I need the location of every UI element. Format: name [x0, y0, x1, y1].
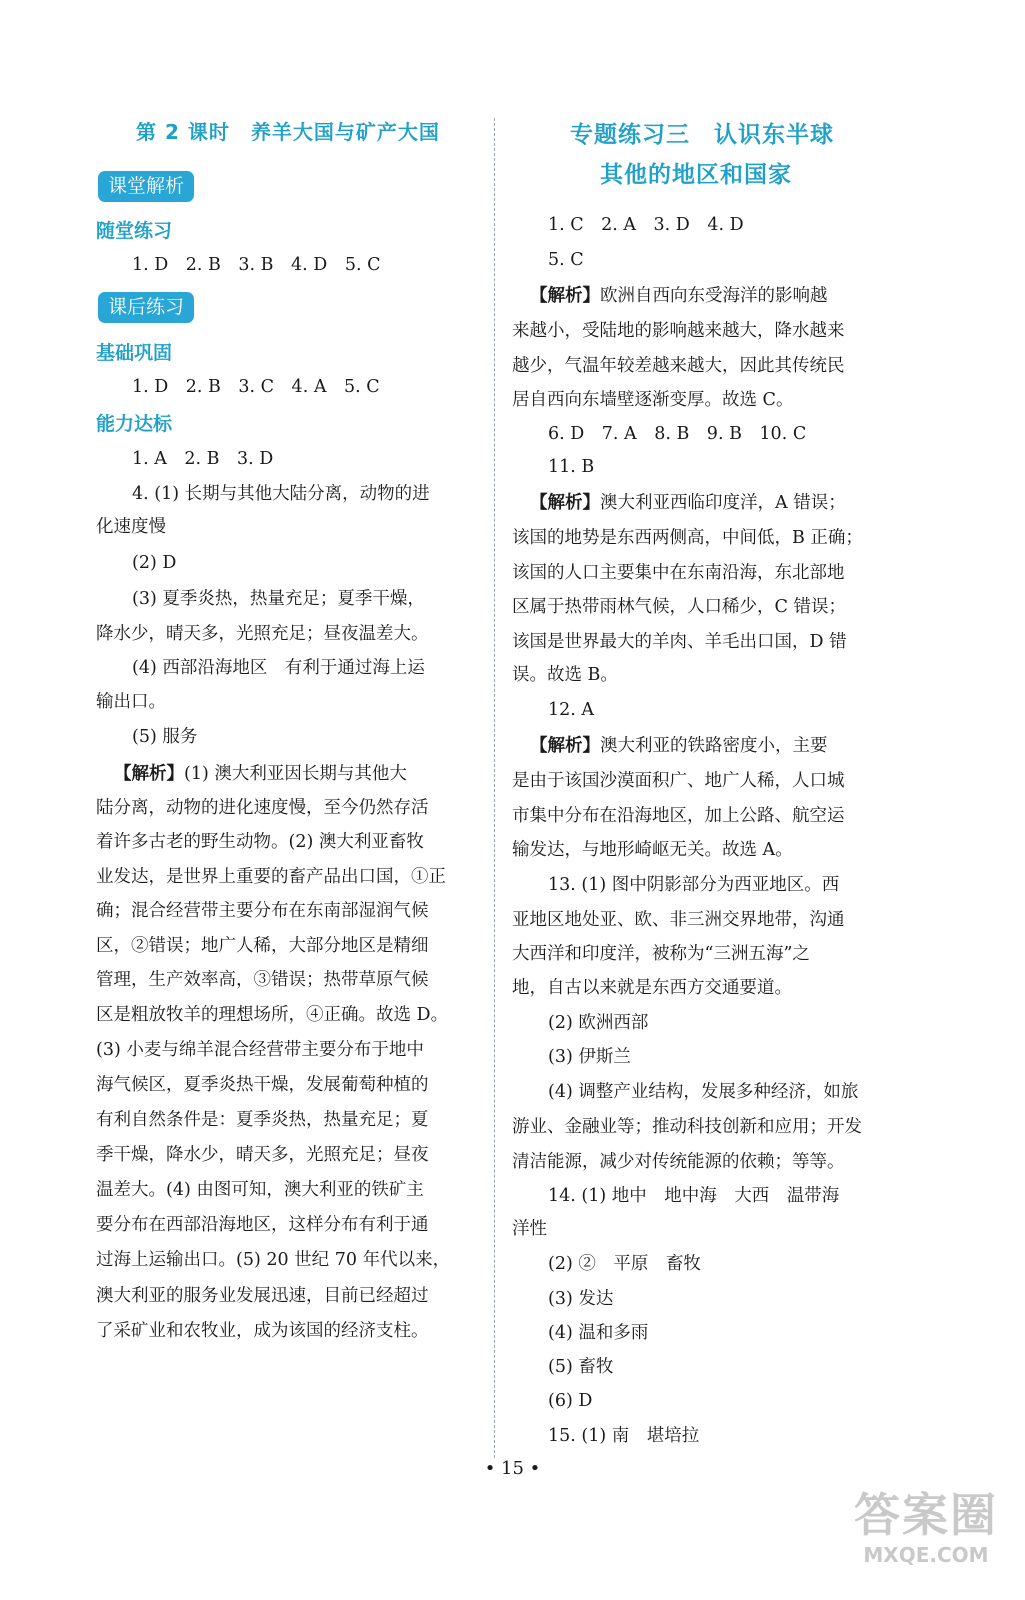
answer-line: 4. (1) 长期与其他大陆分离，动物的进 — [132, 484, 430, 504]
answer-line: 1. C 2. A 3. D 4. D — [548, 215, 744, 235]
answer-line: 亚地区地处亚、欧、非三洲交界地带，沟通 — [512, 910, 845, 930]
analysis-line: 来越小，受陆地的影响越来越大，降水越来 — [512, 321, 845, 341]
answer-line: 降水少，晴天多，光照充足；昼夜温差大。 — [96, 624, 429, 644]
analysis-tag: 【解析】 — [530, 493, 600, 513]
answers-ability: 1. A 2. B 3. D — [132, 449, 274, 469]
answer-line: (2) D — [132, 553, 177, 573]
watermark-url: MXQE.COM — [863, 1543, 989, 1567]
section-badge-classroom: 课堂解析 — [98, 171, 194, 202]
analysis-line: 市集中分布在沿海地区，加上公路、航空运 — [512, 806, 845, 826]
answer-line: 5. C — [548, 250, 584, 270]
answer-line: (4) 温和多雨 — [548, 1323, 649, 1343]
topic-title-line1: 专题练习三 认识东半球 — [570, 122, 834, 148]
analysis-line: 季干燥，降水少，晴天多，光照充足；昼夜 — [96, 1145, 429, 1165]
answer-line: 14. (1) 地中 地中海 大西 温带海 — [548, 1186, 840, 1206]
answers-basics: 1. D 2. B 3. C 4. A 5. C — [132, 377, 380, 397]
analysis-line: 区，②错误；地广人稀，大部分地区是精细 — [96, 936, 429, 956]
analysis-line: 海气候区，夏季炎热干燥，发展葡萄种植的 — [96, 1075, 429, 1095]
analysis-line: 【解析】(1) 澳大利亚因长期与其他大 — [114, 764, 407, 784]
answer-line: (3) 夏季炎热，热量充足；夏季干燥， — [132, 589, 425, 609]
answer-line: (3) 伊斯兰 — [548, 1047, 631, 1067]
analysis-line: 误。故选 B。 — [512, 665, 618, 685]
answer-line: 洋性 — [512, 1219, 547, 1239]
lesson-title: 第 2 课时 养羊大国与矿产大国 — [136, 120, 440, 144]
analysis-line: 【解析】欧洲自西向东受海洋的影响越 — [530, 286, 828, 306]
analysis-line: 居自西向东墙壁逐渐变厚。故选 C。 — [512, 390, 794, 410]
section-badge-homework: 课后练习 — [98, 292, 194, 323]
analysis-line: 管理，生产效率高，③错误；热带草原气候 — [96, 970, 429, 990]
subheading-practice: 随堂练习 — [96, 220, 173, 242]
watermark-logo — [841, 1487, 1011, 1582]
analysis-tag: 【解析】 — [530, 286, 600, 306]
column-divider — [494, 118, 495, 1458]
analysis-tag: 【解析】 — [530, 736, 600, 756]
analysis-line: 过海上运输出口。(5) 20 世纪 70 年代以来， — [96, 1250, 451, 1270]
answer-line: 化速度慢 — [96, 517, 166, 537]
analysis-line: 该国的地势是东西两侧高，中间低，B 正确； — [512, 528, 863, 548]
answer-line: (3) 发达 — [548, 1289, 614, 1309]
answer-line: 清洁能源，减少对传统能源的依赖；等等。 — [512, 1152, 845, 1172]
analysis-line: 【解析】澳大利亚的铁路密度小，主要 — [530, 736, 828, 756]
analysis-line: 陆分离，动物的进化速度慢，至今仍然存活 — [96, 798, 429, 818]
page-number: • 15 • — [484, 1458, 541, 1479]
watermark-text: 答案圈 — [854, 1488, 998, 1542]
analysis-line: 澳大利亚的服务业发展迅速，目前已经超过 — [96, 1286, 429, 1306]
analysis-line: 温差大。(4) 由图可知，澳大利亚的铁矿主 — [96, 1180, 424, 1200]
analysis-line: 是由于该国沙漠面积广、地广人稀，人口城 — [512, 771, 845, 791]
answer-line: (2) 欧洲西部 — [548, 1013, 649, 1033]
analysis-line: 确；混合经营带主要分布在东南部湿润气候 — [96, 901, 429, 921]
answer-line: 11. B — [548, 457, 595, 477]
analysis-line: 越少，气温年较差越来越大，因此其传统民 — [512, 356, 845, 376]
answer-line: 13. (1) 图中阴影部分为西亚地区。西 — [548, 875, 840, 895]
topic-title-line2: 其他的地区和国家 — [600, 162, 792, 188]
answer-line: (5) 服务 — [132, 727, 198, 747]
answer-line: (5) 畜牧 — [548, 1357, 614, 1377]
answer-line: (2) ② 平原 畜牧 — [548, 1254, 701, 1274]
answer-line: 地，自古以来就是东西方交通要道。 — [512, 978, 792, 998]
subheading-ability: 能力达标 — [96, 413, 173, 435]
analysis-line: 了采矿业和农牧业，成为该国的经济支柱。 — [96, 1321, 429, 1341]
analysis-line: 该国的人口主要集中在东南沿海，东北部地 — [512, 563, 845, 583]
analysis-line: 输发达，与地形崎岖无关。故选 A。 — [512, 840, 793, 860]
answer-line: 6. D 7. A 8. B 9. B 10. C — [548, 424, 807, 444]
analysis-line: 【解析】澳大利亚西临印度洋，A 错误； — [530, 493, 846, 513]
analysis-line: 该国是世界最大的羊肉、羊毛出口国，D 错 — [512, 632, 847, 652]
analysis-line: 要分布在西部沿海地区，这样分布有利于通 — [96, 1215, 429, 1235]
analysis-line: 有利自然条件是：夏季炎热，热量充足；夏 — [96, 1110, 429, 1130]
answer-line: (6) D — [548, 1391, 593, 1411]
subheading-basics: 基础巩固 — [96, 342, 173, 364]
analysis-line: 区是粗放牧羊的理想场所，④正确。故选 D。 — [96, 1005, 449, 1025]
answer-line: 游业、金融业等；推动科技创新和应用；开发 — [512, 1117, 862, 1137]
analysis-line: 区属于热带雨林气候，人口稀少，C 错误； — [512, 597, 846, 617]
answer-line: (4) 西部沿海地区 有利于通过海上运 — [132, 658, 425, 678]
answer-line: (4) 调整产业结构，发展多种经济，如旅 — [548, 1082, 859, 1102]
analysis-line: 着许多古老的野生动物。(2) 澳大利亚畜牧 — [96, 832, 424, 852]
answer-line: 输出口。 — [96, 692, 166, 712]
analysis-line: (3) 小麦与绵羊混合经营带主要分布于地中 — [96, 1040, 424, 1060]
answer-line: 大西洋和印度洋，被称为“三洲五海”之 — [512, 944, 810, 964]
analysis-line: 业发达，是世界上重要的畜产品出口国，①正 — [96, 867, 446, 887]
answers-practice: 1. D 2. B 3. B 4. D 5. C — [132, 255, 381, 275]
answer-line: 12. A — [548, 700, 595, 720]
analysis-tag: 【解析】 — [114, 764, 184, 784]
answer-line: 15. (1) 南 堪培拉 — [548, 1426, 700, 1446]
